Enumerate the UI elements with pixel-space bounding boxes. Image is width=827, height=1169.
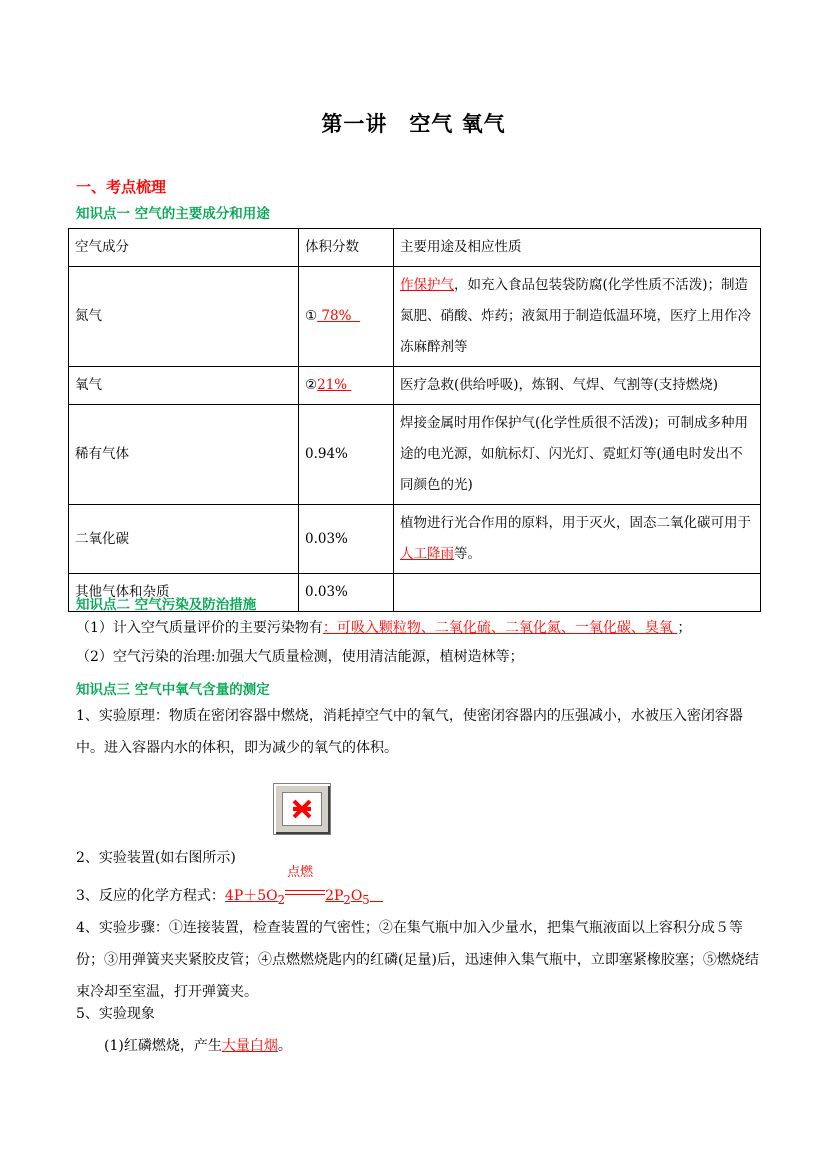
subscript: 2 — [343, 892, 351, 907]
use-text: ，如充入食品包装袋防腐(化学性质不活泼)；制造氮肥、硝酸、炸药；液氮用于制造低温环境，医疗上用作冷冻麻醉剂等 — [400, 277, 751, 355]
text: (1)红磷燃烧，产生 — [104, 1038, 222, 1054]
table-cell: 0.94% — [299, 405, 394, 505]
table-row — [69, 267, 761, 367]
fraction-prefix: ② — [305, 377, 318, 393]
table-row — [69, 367, 761, 405]
use-text: 植物进行光合作用的原料，用于灭火，固态二氧化碳可用于 — [400, 515, 751, 531]
table-cell — [299, 367, 394, 405]
table-cell — [394, 574, 761, 612]
table-header: 主要用途及相应性质 — [394, 229, 761, 267]
use-highlight: 人工降雨 — [400, 546, 454, 562]
air-composition-table — [68, 228, 761, 612]
table-cell: 其他气体和杂质 — [69, 574, 299, 612]
answer-highlight: ：可吸入颗粒物、二氧化硫、二氧化氮、一氧化碳、臭氧 — [322, 620, 678, 636]
answer-highlight: 大量白烟 — [221, 1038, 278, 1054]
paragraph — [104, 1030, 292, 1062]
paragraph: （2）空气污染的治理:加强大气质量检测，使用清洁能源，植树造林等； — [76, 649, 524, 665]
text: 。 — [277, 1038, 292, 1054]
table-cell — [394, 267, 761, 367]
table-cell: 二氧化碳 — [69, 505, 299, 574]
knowledge-point-1-heading: 知识点一 空气的主要成分和用途 — [76, 206, 270, 222]
table-cell: 0.03% — [299, 574, 394, 612]
chemical-equation — [224, 865, 383, 907]
table-cell — [299, 267, 394, 367]
paragraph: 2、实验装置(如右图所示) — [76, 850, 236, 866]
reaction-condition: 点燃 — [287, 865, 314, 880]
paragraph: 1、实验原理：物质在密闭容器中燃烧，消耗掉空气中的氧气，使密闭容器内的压强减小，水被压入密闭容器中。进入容器内水的体积，即为减少的氧气的体积。 — [76, 708, 743, 756]
table-cell — [394, 505, 761, 574]
text: ； — [677, 620, 692, 636]
table-cell: 氮气 — [69, 267, 299, 367]
use-highlight: 作保护气 — [400, 277, 454, 293]
use-text-end: 等。 — [454, 546, 481, 562]
equation-product: 2P — [325, 888, 344, 904]
text: （1）计入空气质量评价的主要污染物有 — [76, 620, 323, 636]
knowledge-point-2-heading: 知识点二 空气污染及防治措施 — [76, 597, 257, 613]
text: 3、反应的化学方程式： — [76, 888, 225, 904]
broken-image-icon — [273, 783, 331, 835]
page-title: 第一讲 空气 氧气 — [321, 112, 506, 136]
table-cell: 氧气 — [69, 367, 299, 405]
equation-reactants: 4P＋5O — [224, 888, 278, 904]
fraction-value: 21% — [317, 377, 352, 393]
fraction-value: 78% — [317, 308, 360, 324]
table-header: 空气成分 — [69, 229, 299, 267]
knowledge-point-3-heading: 知识点三 空气中氧气含量的测定 — [76, 682, 270, 698]
table-cell: 稀有气体 — [69, 405, 299, 505]
paragraph: 5、实验现象 — [76, 1006, 155, 1022]
subscript: 5 — [362, 892, 370, 907]
equation-arrow — [285, 865, 325, 900]
table-row — [69, 405, 761, 505]
paragraph — [76, 612, 776, 644]
fraction-prefix: ① — [305, 308, 318, 324]
subscript: 2 — [277, 892, 286, 907]
table-cell: 0.03% — [299, 505, 394, 574]
table-header: 体积分数 — [299, 229, 394, 267]
section-heading: 一、考点梳理 — [76, 178, 167, 196]
table-cell: 医疗急救(供给呼吸)，炼钢、气焊、气割等(支持燃烧) — [394, 367, 761, 405]
table-header-row — [69, 229, 761, 267]
table-cell: 焊接金属时用作保护气(化学性质很不活泼)；可制成多种用途的电光源，如航标灯、闪光灯、霓虹灯等(通电时发出不同颜色的光) — [394, 405, 761, 505]
paragraph: 4、实验步骤：①连接装置，检查装置的气密性；②在集气瓶中加入少量水，把集气瓶液面以上容积分成５等份；③用弹簧夹夹紧胶皮管；④点燃燃烧匙内的红磷(足量)后，迅速伸入集气瓶中，立即塞紧橡胶塞；⑤燃烧结束冷却至室温，打开弹簧夹。 — [76, 920, 759, 1000]
equation-line — [76, 865, 383, 916]
table-row — [69, 505, 761, 574]
equation-product: O — [350, 888, 363, 904]
